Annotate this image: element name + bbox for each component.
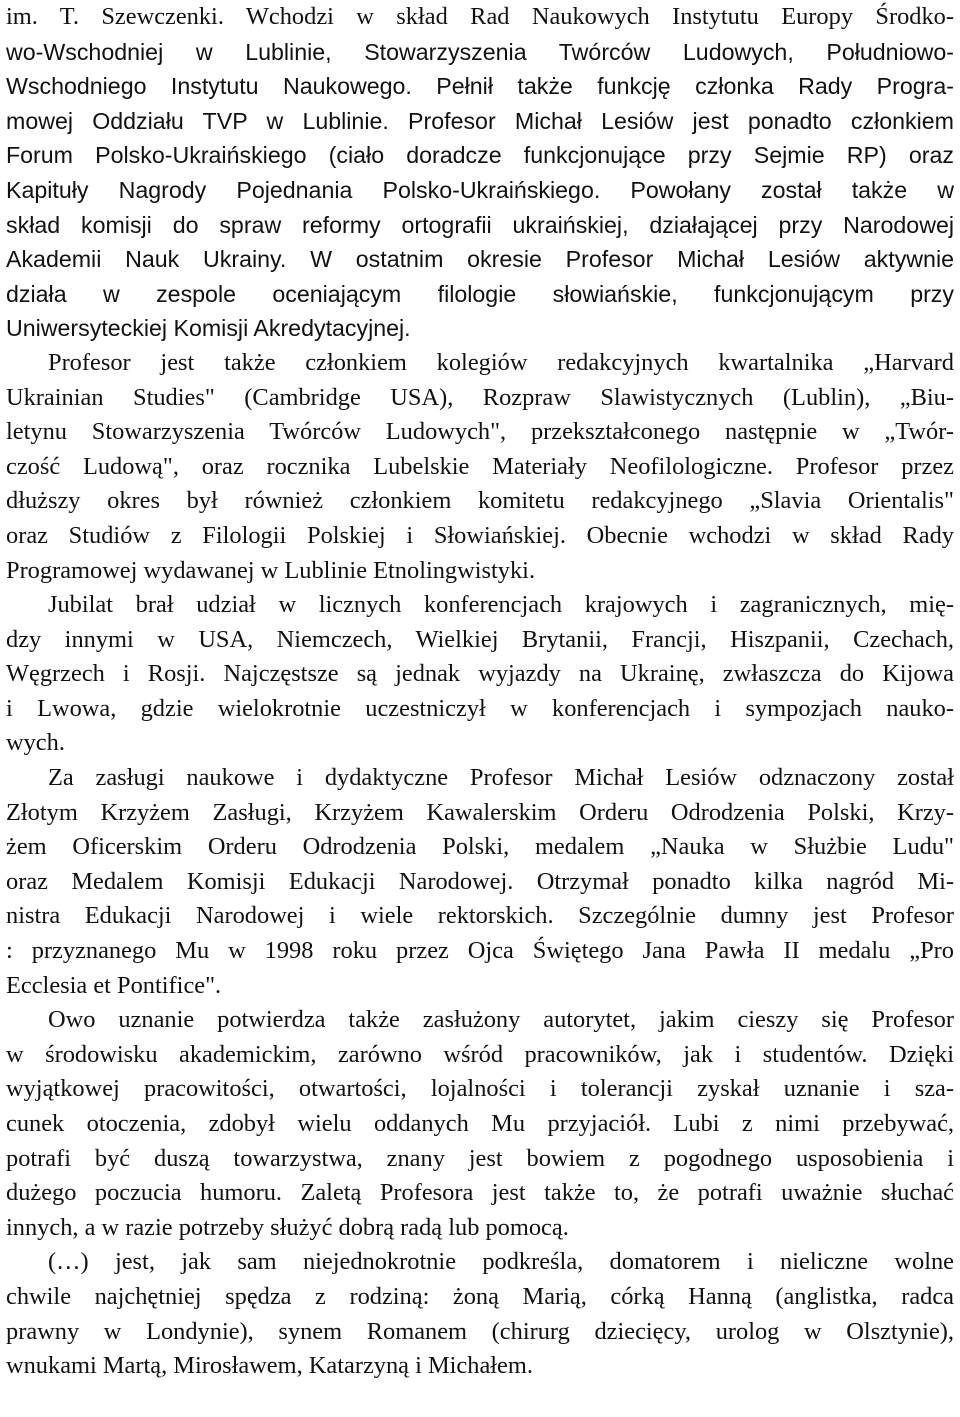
text-line: dłuższy okres był również członkiem komitetu redakcyjnego „Slavia Orientalis" [6, 487, 954, 515]
text-line: cunek otoczenia, zdobył wielu oddanych Mu przyjaciół. Lubi z nimi przebywać, [6, 1110, 954, 1137]
text-line: (…) jest, jak sam niejednokrotnie podkreśla, domatorem i nieliczne wolne [48, 1248, 954, 1276]
text-line: Uniwersyteckiej Komisji Akredytacyjnej. [6, 315, 411, 342]
text-line: czość Ludową", oraz rocznika Lubelskie Materiały Neofilologiczne. Profesor przez [6, 452, 954, 480]
text-line: Kapituły Nagrody Pojednania Polsko-Ukraińskiego. Powołany został także w [6, 176, 954, 203]
text-line: im. T. Szewczenki. Wchodzi w skład Rad Naukowych Instytutu Europy Środko- [6, 3, 954, 30]
text-line: dużego poczucia humoru. Zaletą Profesora jest także to, że potrafi uważnie słuchać [6, 1179, 954, 1207]
text-line: Owo uznanie potwierdza także zasłużony autorytet, jakim cieszy się Profesor [48, 1006, 954, 1034]
text-line: żem Oficerskim Orderu Odrodzenia Polski, medalem „Nauka w Służbie Ludu" [6, 833, 954, 861]
text-line: chwile najchętniej spędza z rodziną: żoną Marią, córką Hanną (anglistka, radca [6, 1282, 954, 1310]
text-line: letynu Stowarzyszenia Twórców Ludowych", przekształconego następnie w „Twór- [6, 418, 954, 446]
text-line: Profesor jest także członkiem kolegiów redakcyjnych kwartalnika „Harvard [48, 348, 954, 376]
text-line: oraz Medalem Komisji Edukacji Narodowej. Otrzymał ponadto kilka nagród Mi- [6, 867, 954, 895]
text-line: wnukami Martą, Mirosławem, Katarzyną i Michałem. [6, 1352, 533, 1380]
text-line: innych, a w razie potrzeby służyć dobrą radą lub pomocą. [6, 1213, 569, 1241]
text-line: mowej Oddziału TVP w Lublinie. Profesor Michał Lesiów jest ponadto członkiem [6, 107, 954, 134]
text-line: oraz Studiów z Filologii Polskiej i Słowiańskiej. Obecnie wchodzi w skład Rady [6, 521, 954, 549]
text-line: Za zasługi naukowe i dydaktyczne Profesor Michał Lesiów odznaczony został [48, 764, 954, 792]
text-line: Programowej wydawanej w Lublinie Etnolingwistyki. [6, 556, 536, 584]
text-line: działa w zespole oceniającym filologie słowiańskie, funkcjonującym przy [6, 280, 954, 307]
text-line: Ukrainian Studies" (Cambridge USA), Rozpraw Slawistycznych (Lublin), „Biu- [6, 383, 954, 411]
text-line: wych. [6, 729, 65, 757]
text-line: Złotym Krzyżem Zasługi, Krzyżem Kawalerskim Orderu Odrodzenia Polski, Krzy- [6, 798, 954, 826]
text-line: w środowisku akademickim, zarówno wśród pracowników, jak i studentów. Dzięki [6, 1040, 954, 1068]
text-line: Ecclesia et Pontifice". [6, 971, 222, 999]
text-line: Węgrzech i Rosji. Najczęstsze są jednak wyjazdy na Ukrainę, zwłaszcza do Kijowa [6, 660, 954, 688]
text-line: i Lwowa, gdzie wielokrotnie uczestniczył w konferencjach i sympozjach nauko- [6, 694, 954, 722]
text-line: nistra Edukacji Narodowej i wiele rektorskich. Szczególnie dumny jest Profesor [6, 902, 954, 930]
text-line: wo-Wschodniej w Lublinie, Stowarzyszenia Twórców Ludowych, Południowo- [6, 38, 954, 65]
text-line: dzy innymi w USA, Niemczech, Wielkiej Brytanii, Francji, Hiszpanii, Czechach, [6, 625, 954, 653]
text-line: Wschodniego Instytutu Naukowego. Pełnił także funkcję członka Rady Progra- [6, 73, 954, 100]
text-line: potrafi być duszą towarzystwa, znany jest bowiem z pogodnego usposobienia i [6, 1144, 954, 1172]
text-line: wyjątkowej pracowitości, otwartości, lojalności i tolerancji zyskał uznanie i sza- [6, 1075, 954, 1103]
text-line: skład komisji do spraw reformy ortografii ukraińskiej, działającej przy Narodowej [6, 211, 954, 238]
text-line: Akademii Nauk Ukrainy. W ostatnim okresie Profesor Michał Lesiów aktywnie [6, 246, 954, 273]
text-line: prawny w Londynie), synem Romanem (chirurg dziecięcy, urolog w Olsztynie), [6, 1317, 954, 1345]
text-line: : przyznanego Mu w 1998 roku przez Ojca Świętego Jana Pawła II medalu „Pro [6, 937, 954, 965]
text-line: Jubilat brał udział w licznych konferencjach krajowych i zagranicznych, mię- [48, 591, 954, 619]
text-line: Forum Polsko-Ukraińskiego (ciało doradcze funkcjonujące przy Sejmie RP) oraz [6, 142, 954, 169]
